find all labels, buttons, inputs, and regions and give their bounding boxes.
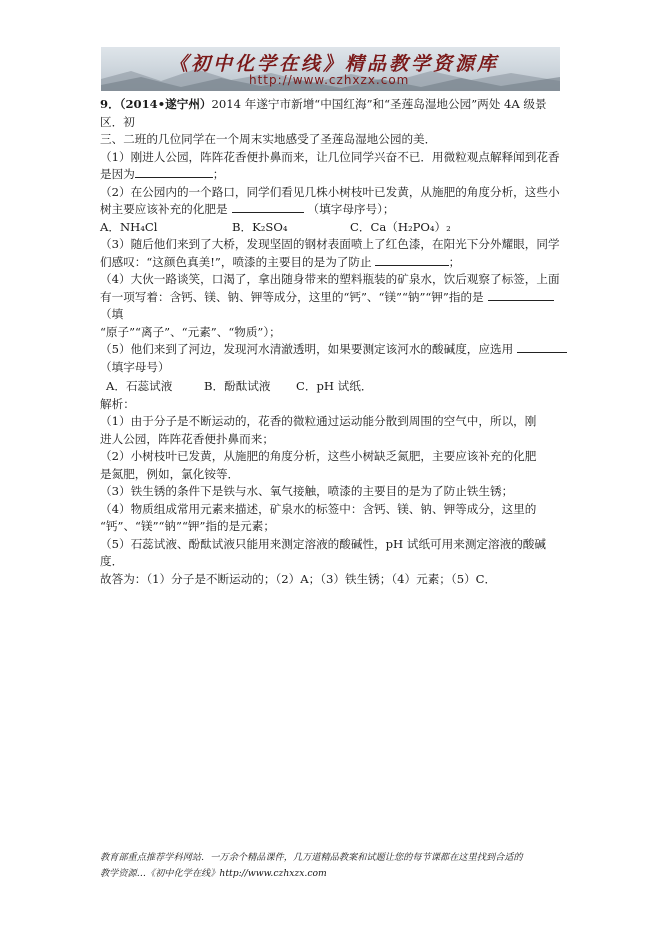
answer-blank-3	[375, 254, 449, 266]
subquestion-2-line2: 树主要应该补充的化肥是 （填字母序号）；	[100, 202, 395, 216]
footer-line-2: 教学资源…《初中化学在线》http://www.czhxzx.com	[100, 868, 327, 879]
option-a: A．NH₄Cl	[100, 219, 158, 234]
banner-title: 《初中化学在线》精品教学资源库	[169, 53, 500, 75]
analysis-1-line2: 进人公园，阵阵花香便扑鼻而来；	[100, 431, 274, 446]
q5-option-row	[100, 378, 568, 396]
analysis-2: （2）小树枝叶已发黄，从施肥的角度分析，这些小树缺乏氮肥，主要应该补充的化肥	[100, 449, 537, 463]
subquestion-4: （4）大伙一路谈笑，口渴了，拿出随身带来的塑料瓶装的矿泉水，饮后观察了标签，上面	[100, 272, 560, 286]
subquestion-4-line3: “原子”“离子”、“元素”、“物质”）；	[100, 324, 281, 339]
subquestion-4-line2: 有一项写着：含钙、镁、钠、钾等成分，这里的“钙”、“镁”“钠”“钾”指的是（填	[100, 289, 568, 324]
subquestion-2: （2）在公园内的一个路口，同学们看见几株小树枝叶已发黄，从施肥的角度分析，这些小	[100, 184, 560, 199]
final-answer: 故答为：（1）分子是不断运动的；（2）A；（3）铁生锈；（4）元素；（5）C．	[100, 571, 497, 586]
banner-url: http://www.czhxzx.com	[249, 73, 410, 87]
subquestion-3: （3）随后他们来到了大桥，发现坚固的钢材表面喷上了红色漆，在阳光下分外耀眼，同学	[100, 237, 560, 251]
subquestion-5: （5）他们来到了河边，发现河水清澈透明，如果要测定该河水的酸碱度，应选用	[100, 341, 568, 359]
answer-blank-4	[488, 289, 554, 301]
answer-blank-5	[517, 341, 567, 353]
subquestion-3-line2: 们感叹：“这颜色真美!”，喷漆的主要目的是为了防止 ；	[100, 254, 461, 269]
q5-option-c: C．pH 试纸．	[296, 379, 373, 393]
option-b: B．K₂SO₄	[232, 219, 288, 234]
question-intro-line2: 三、二班的几位同学在一个周末实地感受了圣莲岛湿地公园的美．	[100, 132, 437, 146]
option-c: C．Ca（H₂PO₄）₂	[350, 219, 451, 234]
page-footer	[100, 850, 570, 882]
question-intro: 9．（2014•遂宁州）2014 年遂宁市新增“中国红海”和“圣莲岛湿地公园”两处 4A 级景区．初	[100, 97, 547, 129]
question-number: 9．	[100, 97, 120, 111]
footer-line-1: 教育部重点推荐学科网站．一万余个精品课件，几万道精品教案和试题让您的每节课都在这里找到合适的	[100, 852, 523, 863]
analysis-3: （3）铁生锈的条件下是铁与水、氧气接触，喷漆的主要目的是为了防止铁生锈；	[100, 484, 514, 498]
subquestion-1: （1）刚进人公园，阵阵花香便扑鼻而来，让几位同学兴奋不已．用微粒观点解释闻到花香	[100, 149, 560, 164]
question-content	[100, 96, 568, 588]
analysis-4: （4）物质组成常用元素来描述，矿泉水的标签中：含钙、镁、钠、钾等成分，这里的	[100, 501, 537, 516]
subquestion-1-line2: 是因为 ；	[100, 167, 225, 181]
analysis-5: （5）石蕊试液、酚酞试液只能用来测定溶液的酸碱性，pH 试纸可用来测定溶液的酸碱	[100, 536, 546, 551]
subquestion-5-line2: （填字母号）	[100, 359, 170, 374]
option-row	[100, 219, 568, 237]
analysis-heading: 解析：	[100, 396, 135, 411]
analysis-4-line2: “钙”、“镁”“钠”“钾”指的是元素；	[100, 519, 275, 533]
q5-option-b: B．酚酞试液	[204, 379, 271, 393]
answer-blank-2	[232, 201, 304, 213]
header-banner	[101, 47, 560, 91]
question-source: （2014•遂宁州）	[119, 97, 212, 111]
answer-blank-1	[135, 166, 213, 178]
analysis-1: （1）由于分子是不断运动的，花香的微粒通过运动能分散到周围的空气中，所以，刚	[100, 414, 537, 428]
q5-option-a: A．石蕊试液	[106, 379, 173, 393]
analysis-2-line2: 是氮肥，例如，氯化铵等．	[100, 466, 240, 481]
analysis-5-line2: 度．	[100, 554, 124, 568]
